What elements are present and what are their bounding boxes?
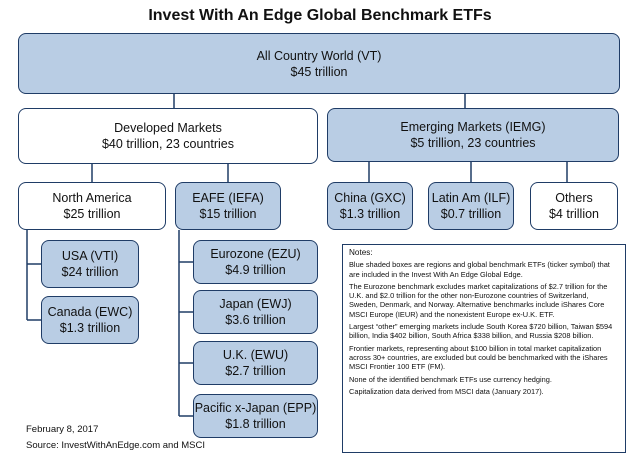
others-box	[530, 182, 618, 230]
acwi-value: $45 trillion	[290, 64, 348, 79]
uk-name: U.K. (EWU)	[222, 348, 289, 362]
china-box	[327, 182, 413, 230]
eurozone-name: Eurozone (EZU)	[210, 247, 301, 261]
emerging-name: Emerging Markets (IEMG)	[400, 120, 546, 134]
japan-name: Japan (EWJ)	[219, 297, 292, 311]
china-name: China (GXC)	[334, 191, 406, 205]
canada-value: $1.3 trillion	[59, 321, 121, 335]
china-value: $1.3 trillion	[339, 207, 401, 221]
usa-value: $24 trillion	[61, 265, 119, 279]
eurozone-value: $4.9 trillion	[225, 263, 286, 277]
eafe-box	[175, 182, 281, 230]
emerging-markets-box	[327, 108, 619, 162]
latin-am-box	[428, 182, 514, 230]
japan-box	[193, 290, 318, 334]
source-label: Source: InvestWithAnEdge.com and MSCI	[26, 440, 205, 451]
canada-name: Canada (EWC)	[47, 305, 133, 319]
notes-box	[342, 244, 626, 453]
canada-box	[41, 296, 139, 344]
note-item: None of the identified benchmark ETFs use currency hedging.	[349, 374, 552, 384]
north-america-name: North America	[52, 191, 132, 205]
eurozone-box	[193, 240, 318, 284]
note-item: Capitalization data derived from MSCI data (January 2017).	[349, 386, 544, 396]
pacific-value: $1.8 trillion	[225, 417, 286, 431]
latin-am-name: Latin Am (ILF)	[431, 191, 511, 205]
uk-box	[193, 341, 318, 385]
chart-title: Invest With An Edge Global Benchmark ETFs	[148, 7, 492, 24]
usa-box	[41, 240, 139, 288]
japan-value: $3.6 trillion	[225, 313, 286, 327]
note-item: The Eurozone benchmark excludes market capitalizations of $2.7 trillion for the U.K. and $2.0 trillion for the other non-Eurozone countries of Switzerland, Sweden, Denmark, and Norway. Alternative benchmarks include iShares Core MSCI Europe (IEUR) and the nonexistent Europe ex-U.K. ETF.	[349, 281, 608, 319]
date-label: February 8, 2017	[26, 424, 99, 435]
developed-value: $40 trillion, 23 countries	[101, 137, 235, 151]
latin-am-value: $0.7 trillion	[440, 207, 502, 221]
developed-name: Developed Markets	[114, 121, 222, 135]
pacific-box	[193, 394, 318, 438]
developed-markets-box	[18, 108, 318, 164]
others-name: Others	[555, 191, 593, 205]
others-value: $4 trillion	[548, 207, 600, 221]
uk-value: $2.7 trillion	[225, 364, 286, 378]
north-america-value: $25 trillion	[63, 207, 121, 221]
north-america-box	[18, 182, 166, 230]
acwi-box	[18, 33, 620, 94]
notes-title: Notes:	[349, 248, 373, 257]
pacific-name: Pacific x-Japan (EPP)	[194, 401, 317, 415]
note-item: Largest “other” emerging markets include South Korea $720 billion, Taiwan $594 billion, India $402 billion, South Africa $338 billion, and Russia $208 billion.	[349, 322, 613, 341]
note-item: Frontier markets, representing about $100 billion in total market capitalization across 30+ countries, are excluded but could be benchmarked with the iShares MSCI Frontier 100 ETF (FM).	[349, 343, 608, 372]
acwi-name: All Country World (VT)	[256, 48, 382, 63]
emerging-value: $5 trillion, 23 countries	[410, 136, 536, 150]
eafe-name: EAFE (IEFA)	[192, 191, 264, 205]
usa-name: USA (VTI)	[61, 249, 119, 263]
note-item: Blue shaded boxes are regions and global benchmark ETFs (ticker symbol) that are included in the Invest With An Edge Global Edge.	[349, 260, 610, 279]
eafe-value: $15 trillion	[199, 207, 257, 221]
